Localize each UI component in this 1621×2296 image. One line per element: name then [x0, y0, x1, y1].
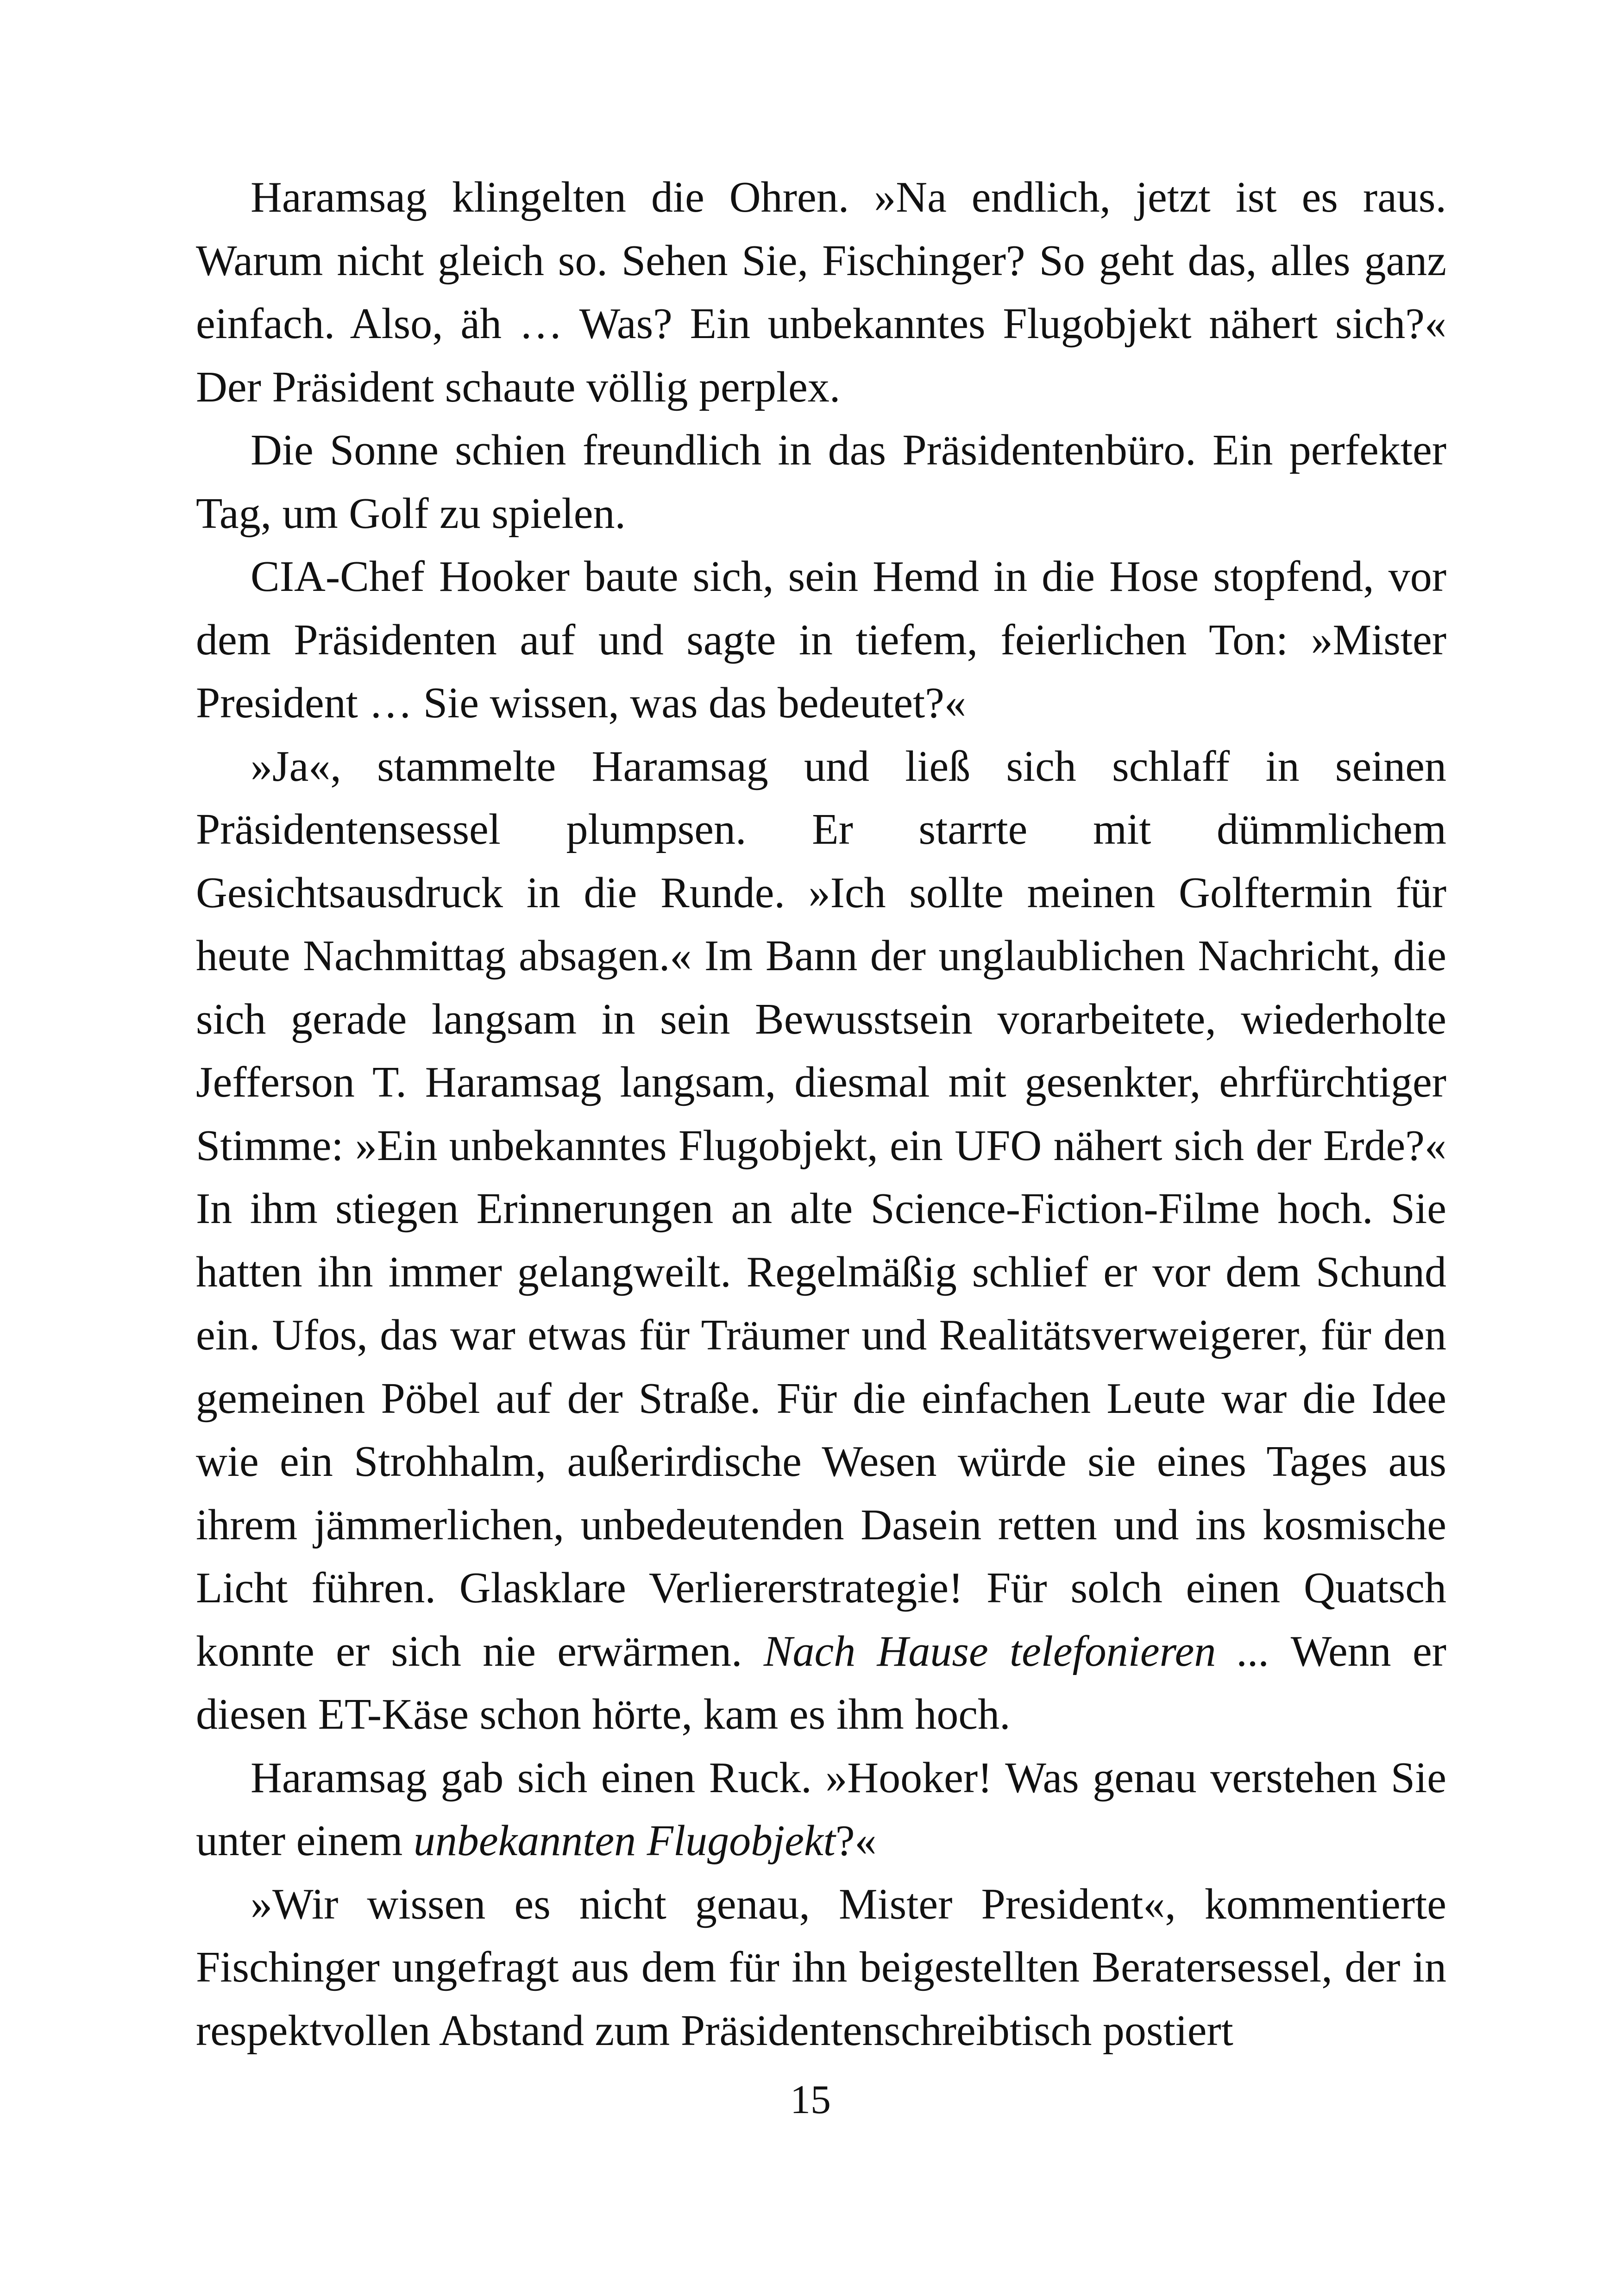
paragraph-3	[196, 545, 1446, 735]
paragraph-3-text: CIA-Chef Hooker baute sich, sein Hemd in die Hose stopfend, vor dem Präsidenten auf und sagte in tiefem, feierlichen Ton: »Mister President … Sie wissen, was das bedeutet?«	[196, 552, 1446, 727]
paragraph-5-italic-text: unbekannten Flugobjekt	[413, 1817, 836, 1865]
paragraph-5-text: Haramsag gab sich einen Ruck. »Hooker! Was genau verstehen Sie unter einem	[196, 1753, 1446, 1865]
page-number: 15	[790, 2077, 831, 2122]
paragraph-4	[196, 735, 1446, 1746]
paragraph-5-text-end: ?«	[835, 1817, 877, 1865]
paragraph-4-text: »Ja«, stammelte Haramsag und ließ sich schlaff in seinen Präsidentensessel plumpsen. Er starrte mit dümmlichem Gesichtsausdruck in die Runde. »Ich sollte meinen Golftermin für heute Nachmittag absagen.« Im Bann der unglaublichen Nachricht, die sich gerade langsam in sein Bewusstsein vorarbeitete, wiederholte Jefferson T. Haramsag langsam, diesmal mit gesenkter, ehrfürchtiger Stimme: »Ein unbekanntes Flugobjekt, ein UFO nähert sich der Erde?« In ihm stiegen Erinnerungen an alte Science-Fiction-Filme hoch. Sie hatten ihn immer gelangweilt. Regelmäßig schlief er vor dem Schund ein. Ufos, das war etwas für Träumer und Realitätsverweigerer, für den gemeinen Pöbel auf der Straße. Für die einfachen Leute war die Idee wie ein Strohhalm, außerirdische Wesen würde sie eines Tages aus ihrem jämmerlichen, unbedeutenden Dasein retten und ins kosmische Licht führen. Glasklare Verliererstrategie! Für solch einen Quatsch konnte er sich nie erwärmen.	[196, 742, 1446, 1675]
paragraph-5	[196, 1746, 1446, 1873]
paragraph-6-text: »Wir wissen es nicht genau, Mister President«, kommentierte Fischinger ungefragt aus dem für ihn beigestellten Beratersessel, der in respektvollen Abstand zum Präsidentenschreibtisch postiert	[196, 1880, 1446, 2055]
paragraph-2	[196, 419, 1446, 545]
paragraph-6	[196, 1873, 1446, 2063]
paragraph-1-text: Haramsag klingelten die Ohren. »Na endlich, jetzt ist es raus. Warum nicht gleich so. Sehen Sie, Fischinger? So geht das, alles ganz einfach. Also, äh … Was? Ein unbekanntes Flugobjekt nähert sich?« Der Präsident schaute völlig perplex.	[196, 173, 1446, 411]
body-text	[196, 166, 1446, 2062]
paragraph-2-text: Die Sonne schien freundlich in das Präsidentenbüro. Ein perfekter Tag, um Golf zu spielen.	[196, 426, 1446, 538]
paragraph-1	[196, 166, 1446, 419]
paragraph-4-italic-text: Nach Hause telefonieren ...	[763, 1627, 1270, 1675]
paragraph-4-text-end: Wenn er diesen ET-Käse schon hörte, kam es ihm hoch.	[196, 1627, 1446, 1738]
